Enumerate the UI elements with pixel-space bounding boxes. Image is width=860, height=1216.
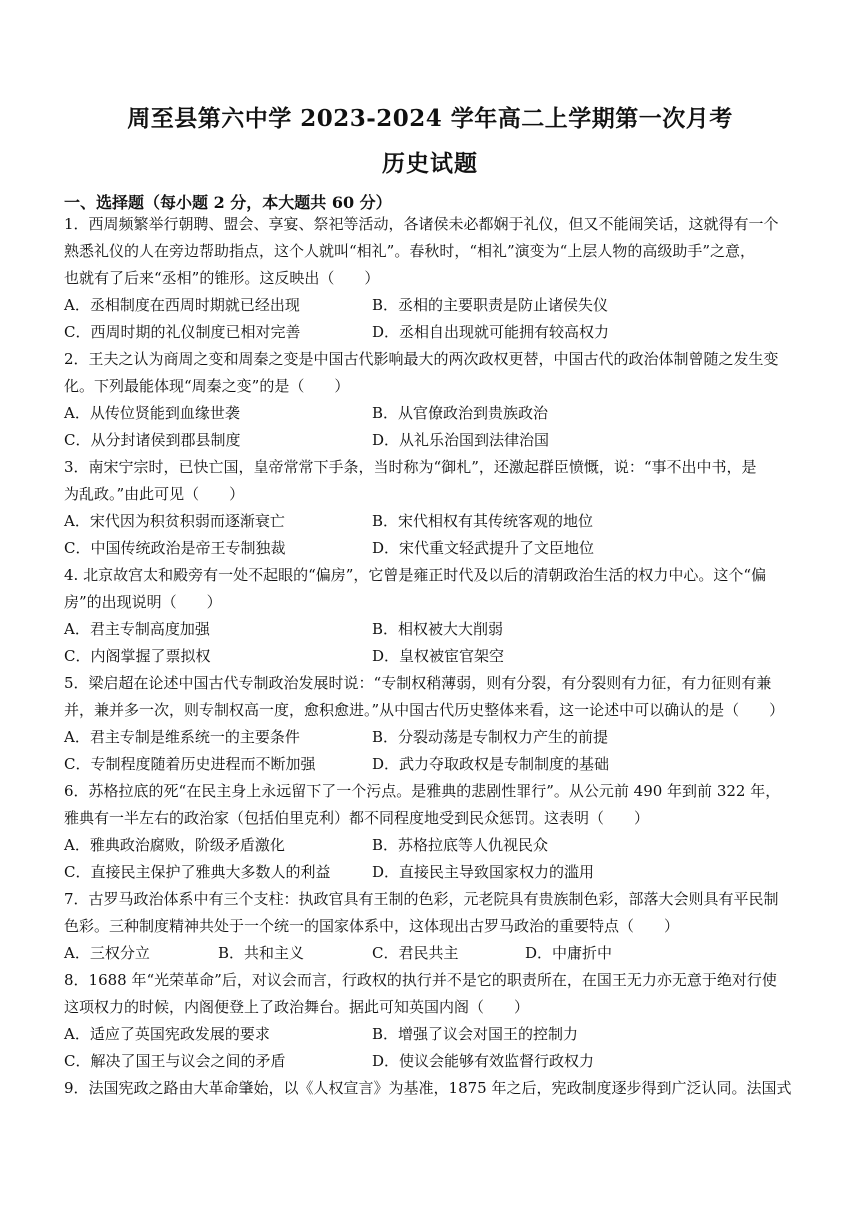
question-8-line-2: 这项权力的时候，内阁便登上了政治舞台。据此可知英国内阁（ ） [64,998,530,1016]
question-6-option-d: D．直接民主导致国家权力的滥用 [372,863,595,881]
question-3-line-2: 为乱政。”由此可见（ ） [64,485,245,503]
question-4-line-2: 房”的出现说明（ ） [64,593,222,611]
question-4-option-b: B．相权被大大削弱 [372,620,504,638]
question-7-option-a: A．三权分立 [64,944,150,962]
question-9-line-1: 9．法国宪政之路由大革命肇始，以《人权宣言》为基准，1875 年之后，宪政制度逐步得到广泛认同。法国式 [64,1079,792,1097]
question-4-line-1: 4. 北京故宫太和殿旁有一处不起眼的“偏房”，它曾是雍正时代及以后的清朝政治生活的权力中心。这个“偏 [64,566,767,584]
question-5-line-1: 5．梁启超在论述中国古代专制政治发展时说：“专制权稍薄弱，则有分裂，有分裂则有力征，有力征则有兼 [64,674,772,692]
question-2-option-c: C．从分封诸侯到郡县制度 [64,431,241,449]
question-7-option-d: D．中庸折中 [525,944,613,962]
question-2-option-b: B．从官僚政治到贵族政治 [372,404,549,422]
section-heading: 一、选择题（每小题 2 分，本大题共 60 分） [64,193,392,212]
question-5-option-b: B．分裂动荡是专制权力产生的前提 [372,728,609,746]
question-7-line-2: 色彩。三种制度精神共处于一个统一的国家体系中，这体现出古罗马政治的重要特点（ ） [64,917,680,935]
question-3-option-b: B．宋代相权有其传统客观的地位 [372,512,594,530]
question-8-option-b: B．增强了议会对国王的控制力 [372,1025,579,1043]
question-7-line-1: 7．古罗马政治体系中有三个支柱：执政官具有王制的色彩，元老院具有贵族制色彩，部落大会则具有平民制 [64,890,779,908]
question-6-option-b: B．苏格拉底等人仇视民众 [372,836,549,854]
question-1-option-c: C．西周时期的礼仪制度已相对完善 [64,323,301,341]
question-4-option-c: C．内阁掌握了票拟权 [64,647,211,665]
question-7-option-c: C．君民共主 [372,944,459,962]
question-6-line-1: 6．苏格拉底的死“在民主身上永远留下了一个污点。是雅典的悲剧性罪行”。从公元前 490 年到前 322 年， [64,782,781,800]
question-1-option-a: A．丞相制度在西周时期就已经出现 [64,296,300,314]
question-4-option-d: D．皇权被宦官架空 [372,647,505,665]
question-2-line-2: 化。下列最能体现“周秦之变”的是（ ） [64,377,350,395]
question-3-option-c: C．中国传统政治是帝王专制独裁 [64,539,286,557]
question-5-option-c: C．专制程度随着历史进程而不断加强 [64,755,316,773]
question-1-line-1: 1．西周频繁举行朝聘、盟会、享宴、祭祀等活动，各诸侯未必都娴于礼仪，但又不能闹笑话，这就得有一个 [64,215,779,233]
question-3-line-1: 3．南宋宁宗时，已快亡国，皇帝常常下手条，当时称为“御札”，还激起群臣愤慨，说：“事不出中书，是 [64,458,757,476]
question-4-option-a: A．君主专制高度加强 [64,620,210,638]
question-5-option-a: A．君主专制是维系统一的主要条件 [64,728,300,746]
question-8-option-c: C．解决了国王与议会之间的矛盾 [64,1052,286,1070]
question-3-option-a: A．宋代因为积贫积弱而逐渐衰亡 [64,512,285,530]
question-8-line-1: 8．1688 年“光荣革命”后，对议会而言，行政权的执行并不是它的职责所在，在国王无力亦无意于绝对行使 [64,971,777,989]
exam-title: 周至县第六中学 2023-2024 学年高二上学期第一次月考 [127,105,733,132]
question-5-line-2: 并，兼并多一次，则专制权高一度，愈积愈进。”从中国古代历史整体来看，这一论述中可以确认的是（ ） [64,701,785,719]
question-1-option-b: B．丞相的主要职责是防止诸侯失仪 [372,296,609,314]
question-7-option-b: B．共和主义 [218,944,305,962]
question-3-option-d: D．宋代重文轻武提升了文臣地位 [372,539,595,557]
question-5-option-d: D．武力夺取政权是专制制度的基础 [372,755,610,773]
question-1-line-3: 也就有了后来“丞相”的锥形。这反映出（ ） [64,269,380,287]
question-8-option-a: A．适应了英国宪政发展的要求 [64,1025,270,1043]
question-1-line-2: 熟悉礼仪的人在旁边帮助指点，这个人就叫“相礼”。春秋时，“相礼”演变为“上层人物的高级助手”之意， [64,242,756,260]
question-6-option-a: A．雅典政治腐败，阶级矛盾激化 [64,836,285,854]
question-2-option-a: A．从传位贤能到血缘世袭 [64,404,240,422]
exam-subtitle: 历史试题 [382,150,478,177]
question-6-line-2: 雅典有一半左右的政治家（包括伯里克利）都不同程度地受到民众惩罚。这表明（ ） [64,809,650,827]
question-8-option-d: D．使议会能够有效监督行政权力 [372,1052,595,1070]
question-6-option-c: C．直接民主保护了雅典大多数人的利益 [64,863,331,881]
question-1-option-d: D．丞相自出现就可能拥有较高权力 [372,323,610,341]
question-2-option-d: D．从礼乐治国到法律治国 [372,431,550,449]
question-2-line-1: 2．王夫之认为商周之变和周秦之变是中国古代影响最大的两次政权更替，中国古代的政治体制曾随之发生变 [64,350,779,368]
